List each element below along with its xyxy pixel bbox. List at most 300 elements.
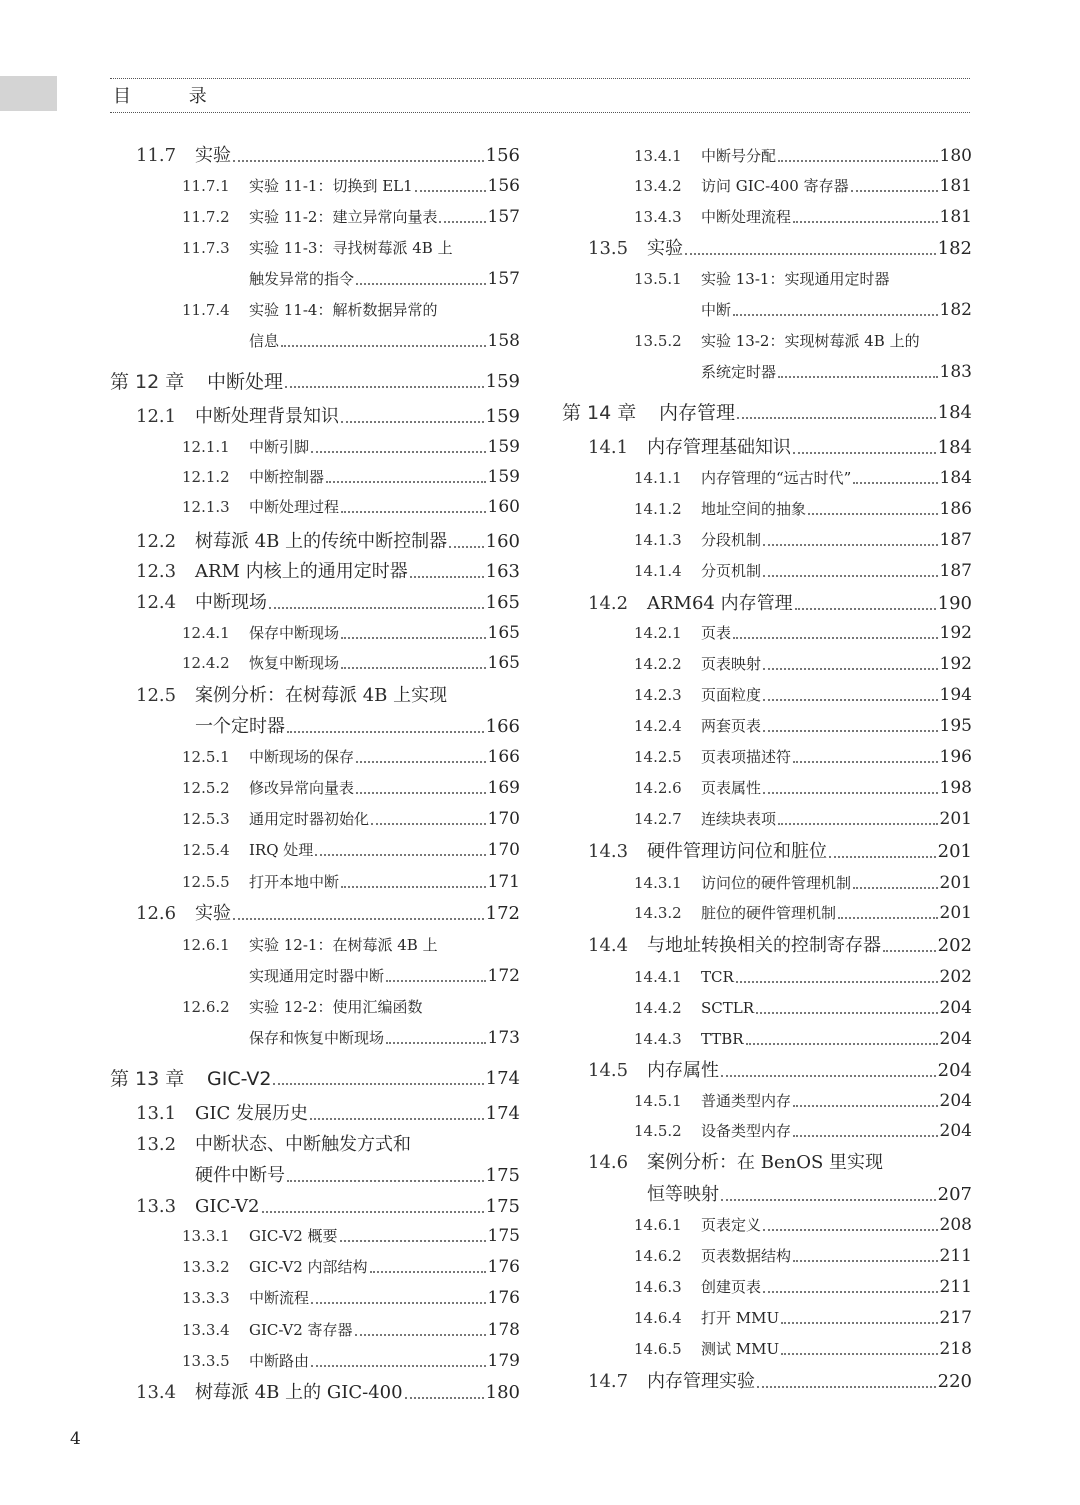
toc-leader-dots xyxy=(746,1027,938,1045)
toc-entry-page: 165 xyxy=(487,653,520,673)
toc-subsection-entry[interactable] xyxy=(560,205,972,229)
toc-section-entry[interactable] xyxy=(108,560,520,584)
toc-subsection-entry[interactable] xyxy=(560,466,972,490)
toc-entry-page: 159 xyxy=(487,467,520,487)
toc-subsection-entry[interactable] xyxy=(560,298,972,322)
toc-leader-dots xyxy=(763,683,938,701)
toc-subsection-entry[interactable] xyxy=(108,1349,520,1373)
toc-entry-number: 13.4.1 xyxy=(634,147,682,165)
toc-entry-number xyxy=(136,715,195,739)
toc-entry-title: GIC-V2 xyxy=(195,1196,260,1217)
toc-section-entry[interactable] xyxy=(560,237,972,261)
toc-entry-number: 12.1.1 xyxy=(182,438,230,456)
toc-entry-page: 194 xyxy=(939,685,972,705)
toc-entry-page: 165 xyxy=(485,592,520,613)
toc-entry-page: 201 xyxy=(937,841,972,862)
toc-entry-number xyxy=(182,1026,249,1050)
toc-entry-title: 实验 13-2：实现树莓派 4B 上的 xyxy=(701,332,920,350)
toc-subsection-entry[interactable] xyxy=(108,1318,520,1342)
toc-entry-number: 14.4 xyxy=(588,935,629,956)
toc-leader-dots xyxy=(793,1244,938,1262)
toc-subsection-entry[interactable] xyxy=(560,776,972,800)
toc-entry-page: 171 xyxy=(487,872,520,892)
toc-entry-page: 170 xyxy=(487,809,520,829)
toc-entry-title: 中断现场的保存 xyxy=(249,748,355,766)
toc-section-entry[interactable] xyxy=(108,684,520,708)
toc-entry-title: 内存管理 xyxy=(659,402,736,424)
toc-subsection-entry[interactable] xyxy=(560,714,972,738)
toc-entry-number: 12.5.4 xyxy=(182,841,230,859)
toc-subsection-entry[interactable] xyxy=(108,1286,520,1310)
toc-entry-title: 打开本地中断 xyxy=(249,873,340,891)
toc-entry-number: 14.4.3 xyxy=(634,1030,682,1048)
toc-entry-number: 13.3.2 xyxy=(182,1258,230,1276)
toc-subsection-entry[interactable] xyxy=(560,1089,972,1113)
toc-entry-number: 13.4.3 xyxy=(634,208,682,226)
toc-section-entry[interactable] xyxy=(108,405,520,429)
toc-entry-title: 硬件管理访问位和脏位 xyxy=(647,841,827,862)
toc-entry-page: 217 xyxy=(939,1308,972,1328)
toc-entry-page: 202 xyxy=(937,935,972,956)
toc-entry-page: 204 xyxy=(939,1029,972,1049)
toc-leader-dots xyxy=(781,1337,937,1355)
toc-entry-page: 174 xyxy=(485,1103,520,1124)
toc-section-entry[interactable] xyxy=(108,1102,520,1126)
toc-leader-dots xyxy=(853,871,938,889)
toc-section-entry[interactable] xyxy=(560,840,972,864)
toc-leader-dots xyxy=(793,1119,938,1137)
toc-leader-dots xyxy=(371,807,486,825)
toc-section-entry[interactable] xyxy=(560,436,972,460)
toc-entry-number: 12.4 xyxy=(136,592,177,613)
toc-subsection-entry[interactable] xyxy=(560,267,972,291)
toc-entry-page: 174 xyxy=(485,1068,520,1089)
toc-entry-number: 11.7.2 xyxy=(182,208,230,226)
toc-entry-title: 测试 MMU xyxy=(701,1340,780,1358)
toc-entry-page: 184 xyxy=(937,437,972,458)
toc-leader-dots xyxy=(733,298,938,316)
toc-section-entry[interactable] xyxy=(560,934,972,958)
toc-entry-title: GIC-V2 寄存器 xyxy=(249,1321,353,1339)
toc-entry-number xyxy=(136,1164,195,1188)
toc-subsection-entry[interactable] xyxy=(560,329,972,353)
toc-leader-dots xyxy=(439,205,485,223)
toc-entry-number: 14.6.1 xyxy=(634,1216,682,1234)
toc-subsection-entry[interactable] xyxy=(560,559,972,583)
toc-entry-number: 13.3.5 xyxy=(182,1352,230,1370)
toc-subsection-entry[interactable] xyxy=(108,495,520,519)
toc-subsection-entry[interactable] xyxy=(560,1306,972,1330)
toc-section-entry[interactable] xyxy=(108,591,520,615)
toc-subsection-entry[interactable] xyxy=(560,1337,972,1361)
toc-entry-number: 13.2 xyxy=(136,1134,177,1155)
toc-leader-dots xyxy=(757,1370,936,1388)
toc-entry-title: 两套页表 xyxy=(701,717,762,735)
toc-entry-number: 12.3 xyxy=(136,561,177,582)
toc-leader-dots xyxy=(285,370,484,388)
toc-entry-page: 180 xyxy=(939,146,972,166)
toc-leader-dots xyxy=(853,466,937,484)
toc-leader-dots xyxy=(795,592,936,610)
toc-subsection-entry[interactable] xyxy=(108,933,520,957)
toc-section-entry[interactable] xyxy=(108,144,520,168)
toc-section-entry[interactable] xyxy=(108,1381,520,1405)
toc-entry-number: 14.5.2 xyxy=(634,1122,682,1140)
toc-entry-title: 中断状态、中断触发方式和 xyxy=(195,1134,411,1155)
toc-entry-page: 181 xyxy=(939,176,972,196)
toc-entry-title: 系统定时器 xyxy=(701,363,777,381)
toc-subsection-entry[interactable] xyxy=(560,360,972,384)
toc-entry-title: GIC-V2 概要 xyxy=(249,1227,338,1245)
toc-subsection-entry[interactable] xyxy=(560,528,972,552)
toc-entry-page: 169 xyxy=(487,778,520,798)
toc-entry-page: 211 xyxy=(939,1246,972,1266)
toc-entry-number: 14.6.4 xyxy=(634,1309,682,1327)
toc-entry-title: 地址空间的抽象 xyxy=(701,500,807,518)
toc-leader-dots xyxy=(311,435,486,453)
toc-entry-page: 196 xyxy=(939,747,972,767)
toc-entry-title: 中断 xyxy=(701,301,732,319)
toc-subsection-entry[interactable] xyxy=(560,144,972,168)
toc-leader-dots xyxy=(793,1089,938,1107)
toc-leader-dots xyxy=(356,267,486,285)
toc-leader-dots xyxy=(736,965,938,983)
toc-entry-number: 14.1.3 xyxy=(634,531,682,549)
toc-entry-number: 12.4.2 xyxy=(182,654,230,672)
toc-entry-title: 保存和恢复中断现场 xyxy=(249,1029,385,1047)
toc-entry-number: 12.6.1 xyxy=(182,936,230,954)
toc-entry-number: 14.5 xyxy=(588,1060,629,1081)
toc-entry-number: 13.4.2 xyxy=(634,177,682,195)
toc-subsection-entry[interactable] xyxy=(108,621,520,645)
toc-subsection-entry[interactable] xyxy=(560,871,972,895)
toc-entry-number: 13.3 xyxy=(136,1196,177,1217)
toc-entry-title: 实验 11-1：切换到 EL1 xyxy=(249,177,413,195)
toc-section-entry[interactable] xyxy=(108,902,520,926)
toc-entry-title: 中断现场 xyxy=(195,592,267,613)
toc-entry-title: 分段机制 xyxy=(701,531,762,549)
toc-subsection-entry[interactable] xyxy=(560,1027,972,1051)
toc-entry-title: 页表属性 xyxy=(701,779,762,797)
page-edge-tab xyxy=(0,76,57,111)
toc-section-entry[interactable] xyxy=(108,715,520,739)
toc-entry-title: 实验 xyxy=(195,903,231,924)
toc-leader-dots xyxy=(326,465,486,483)
toc-entry-number: 14.2.1 xyxy=(634,624,682,642)
toc-entry-title: 中断引脚 xyxy=(249,438,310,456)
toc-subsection-entry[interactable] xyxy=(560,901,972,925)
toc-entry-page: 186 xyxy=(939,499,972,519)
toc-leader-dots xyxy=(781,1306,937,1324)
toc-entry-page: 187 xyxy=(939,561,972,581)
toc-entry-number: 13.5.2 xyxy=(634,332,682,350)
toc-entry-title: 实验 11-2：建立异常向量表 xyxy=(249,208,438,226)
toc-entry-number: 14.6.5 xyxy=(634,1340,682,1358)
toc-entry-page: 184 xyxy=(937,402,972,423)
toc-entry-title: 中断路由 xyxy=(249,1352,310,1370)
toc-subsection-entry[interactable] xyxy=(108,870,520,894)
toc-subsection-entry[interactable] xyxy=(108,807,520,831)
toc-subsection-entry[interactable] xyxy=(560,174,972,198)
toc-entry-title: 内存属性 xyxy=(647,1060,719,1081)
toc-entry-number: 14.1.4 xyxy=(634,562,682,580)
toc-entry-number: 13.1 xyxy=(136,1103,177,1124)
toc-entry-page: 176 xyxy=(487,1288,520,1308)
running-header-title: 目 录 xyxy=(113,86,233,107)
toc-leader-dots xyxy=(763,1275,938,1293)
toc-entry-page: 176 xyxy=(487,1257,520,1277)
toc-subsection-entry[interactable] xyxy=(108,1026,520,1050)
toc-entry-page: 159 xyxy=(487,437,520,457)
toc-subsection-entry[interactable] xyxy=(108,435,520,459)
toc-entry-number: 12.5 xyxy=(136,685,177,706)
toc-subsection-entry[interactable] xyxy=(108,236,520,260)
toc-leader-dots xyxy=(356,745,486,763)
toc-entry-page: 201 xyxy=(939,873,972,893)
toc-entry-number: 14.2.7 xyxy=(634,810,682,828)
toc-leader-dots xyxy=(311,1286,486,1304)
toc-entry-title: 页表 xyxy=(701,624,732,642)
toc-entry-number: 12.5.3 xyxy=(182,810,230,828)
toc-subsection-entry[interactable] xyxy=(560,1213,972,1237)
page-number: 4 xyxy=(70,1429,81,1449)
toc-leader-dots xyxy=(356,776,486,794)
toc-entry-title: 实验 12-1：在树莓派 4B 上 xyxy=(249,936,438,954)
toc-subsection-entry[interactable] xyxy=(108,174,520,198)
toc-leader-dots xyxy=(311,1349,486,1367)
toc-subsection-entry[interactable] xyxy=(560,1275,972,1299)
toc-entry-page: 204 xyxy=(939,998,972,1018)
toc-leader-dots xyxy=(341,495,486,513)
toc-entry-number: 14.2.2 xyxy=(634,655,682,673)
toc-entry-title: 页表定义 xyxy=(701,1216,762,1234)
toc-leader-dots xyxy=(721,1183,936,1201)
toc-entry-number: 14.6 xyxy=(588,1152,629,1173)
toc-section-entry[interactable] xyxy=(560,1059,972,1083)
toc-section-entry[interactable] xyxy=(108,530,520,554)
toc-entry-number: 12.6 xyxy=(136,903,177,924)
toc-section-entry[interactable] xyxy=(560,592,972,616)
toc-entry-title: 打开 MMU xyxy=(701,1309,780,1327)
toc-leader-dots xyxy=(415,174,486,192)
toc-leader-dots xyxy=(341,405,484,423)
toc-entry-number: 12.1 xyxy=(136,406,177,427)
toc-leader-dots xyxy=(883,934,936,952)
toc-leader-dots xyxy=(287,1164,484,1182)
toc-entry-number: 第 14 章 xyxy=(562,402,637,424)
toc-entry-title: 页表项描述符 xyxy=(701,748,792,766)
toc-subsection-entry[interactable] xyxy=(108,745,520,769)
toc-entry-page: 184 xyxy=(939,468,972,488)
toc-subsection-entry[interactable] xyxy=(560,1119,972,1143)
toc-entry-number xyxy=(634,298,701,322)
toc-subsection-entry[interactable] xyxy=(108,205,520,229)
toc-entry-page: 160 xyxy=(485,531,520,552)
toc-entry-number: 14.1.1 xyxy=(634,469,682,487)
toc-entry-page: 182 xyxy=(937,238,972,259)
toc-section-entry[interactable] xyxy=(560,1183,972,1207)
toc-subsection-entry[interactable] xyxy=(560,965,972,989)
toc-entry-title: 树莓派 4B 上的传统中断控制器 xyxy=(195,531,448,552)
toc-entry-page: 157 xyxy=(487,269,520,289)
toc-entry-title: 恢复中断现场 xyxy=(249,654,340,672)
toc-entry-page: 182 xyxy=(939,300,972,320)
toc-leader-dots xyxy=(341,651,486,669)
toc-section-entry[interactable] xyxy=(560,1151,972,1175)
toc-subsection-entry[interactable] xyxy=(560,745,972,769)
toc-entry-number: 14.3.2 xyxy=(634,904,682,922)
toc-entry-number: 12.1.2 xyxy=(182,468,230,486)
toc-entry-page: 175 xyxy=(487,1226,520,1246)
toc-entry-page: 192 xyxy=(939,654,972,674)
toc-leader-dots xyxy=(763,1213,938,1231)
toc-leader-dots xyxy=(685,237,936,255)
toc-entry-number: 14.1 xyxy=(588,437,629,458)
toc-entry-page: 175 xyxy=(485,1196,520,1217)
toc-chapter-entry[interactable] xyxy=(108,370,520,394)
toc-entry-page: 156 xyxy=(485,145,520,166)
toc-entry-title: TCR xyxy=(701,968,734,986)
toc-entry-title: 中断处理背景知识 xyxy=(195,406,339,427)
toc-leader-dots xyxy=(449,530,484,548)
toc-subsection-entry[interactable] xyxy=(108,329,520,353)
toc-entry-page: 207 xyxy=(937,1184,972,1205)
toc-entry-page: 175 xyxy=(485,1165,520,1186)
toc-entry-title: TTBR xyxy=(701,1030,744,1048)
toc-subsection-entry[interactable] xyxy=(560,1244,972,1268)
toc-entry-title: 修改异常向量表 xyxy=(249,779,355,797)
toc-entry-title: 实验 xyxy=(647,238,683,259)
toc-leader-dots xyxy=(737,401,936,419)
toc-entry-number: 14.6.2 xyxy=(634,1247,682,1265)
toc-entry-title: 树莓派 4B 上的 GIC-400 xyxy=(195,1382,403,1403)
toc-leader-dots xyxy=(763,559,938,577)
toc-section-entry[interactable] xyxy=(108,1195,520,1219)
toc-leader-dots xyxy=(763,776,938,794)
toc-section-entry[interactable] xyxy=(108,1133,520,1157)
toc-subsection-entry[interactable] xyxy=(108,298,520,322)
toc-leader-dots xyxy=(410,560,484,578)
toc-entry-title: IRQ 处理 xyxy=(249,841,314,859)
toc-entry-title: 中断号分配 xyxy=(701,147,777,165)
toc-chapter-entry[interactable] xyxy=(560,401,972,425)
toc-entry-title: 内存管理实验 xyxy=(647,1371,755,1392)
toc-leader-dots xyxy=(793,436,936,454)
toc-entry-page: 201 xyxy=(939,809,972,829)
toc-entry-page: 202 xyxy=(939,967,972,987)
toc-leader-dots xyxy=(287,715,484,733)
toc-leader-dots xyxy=(756,996,938,1014)
toc-leader-dots xyxy=(851,174,938,192)
toc-entry-number: 14.4.2 xyxy=(634,999,682,1017)
toc-section-entry[interactable] xyxy=(108,1164,520,1188)
toc-entry-page: 190 xyxy=(937,593,972,614)
toc-entry-number: 14.5.1 xyxy=(634,1092,682,1110)
toc-entry-number: 14.2.4 xyxy=(634,717,682,735)
toc-subsection-entry[interactable] xyxy=(108,1255,520,1279)
toc-entry-page: 195 xyxy=(939,716,972,736)
toc-entry-page: 183 xyxy=(939,362,972,382)
toc-chapter-entry[interactable] xyxy=(108,1067,520,1091)
toc-entry-title: 一个定时器 xyxy=(195,716,285,737)
toc-subsection-entry[interactable] xyxy=(560,621,972,645)
toc-subsection-entry[interactable] xyxy=(108,465,520,489)
toc-leader-dots xyxy=(310,1102,484,1120)
toc-leader-dots xyxy=(808,497,938,515)
toc-leader-dots xyxy=(838,901,938,919)
toc-entry-title: 中断处理过程 xyxy=(249,498,340,516)
toc-leader-dots xyxy=(281,329,486,347)
toc-entry-number: 12.5.2 xyxy=(182,779,230,797)
toc-entry-title: 中断处理流程 xyxy=(701,208,792,226)
toc-entry-page: 181 xyxy=(939,207,972,227)
toc-entry-page: 208 xyxy=(939,1215,972,1235)
toc-leader-dots xyxy=(341,621,486,639)
toc-entry-title: 设备类型内存 xyxy=(701,1122,792,1140)
toc-entry-page: 159 xyxy=(485,406,520,427)
toc-leader-dots xyxy=(262,1195,484,1213)
toc-subsection-entry[interactable] xyxy=(560,497,972,521)
toc-subsection-entry[interactable] xyxy=(108,838,520,862)
toc-subsection-entry[interactable] xyxy=(560,652,972,676)
toc-entry-title: 保存中断现场 xyxy=(249,624,340,642)
toc-entry-page: 192 xyxy=(939,623,972,643)
toc-entry-page: 156 xyxy=(487,176,520,196)
toc-subsection-entry[interactable] xyxy=(560,996,972,1020)
toc-leader-dots xyxy=(340,1224,486,1242)
toc-entry-title: 实验 xyxy=(195,145,231,166)
toc-entry-number: 14.2.3 xyxy=(634,686,682,704)
toc-entry-title: 硬件中断号 xyxy=(195,1165,285,1186)
toc-entry-number xyxy=(182,964,249,988)
toc-entry-title: GIC-V2 xyxy=(207,1068,272,1090)
toc-entry-number xyxy=(588,1183,647,1207)
toc-entry-page: 159 xyxy=(485,371,520,392)
toc-entry-page: 172 xyxy=(487,966,520,986)
toc-entry-number: 12.5.1 xyxy=(182,748,230,766)
toc-leader-dots xyxy=(793,745,938,763)
toc-subsection-entry[interactable] xyxy=(108,651,520,675)
toc-entry-number: 12.6.2 xyxy=(182,998,230,1016)
toc-subsection-entry[interactable] xyxy=(108,1224,520,1248)
toc-subsection-entry[interactable] xyxy=(560,807,972,831)
toc-entry-title: 信息 xyxy=(249,332,280,350)
toc-entry-page: 220 xyxy=(937,1371,972,1392)
toc-entry-title: 内存管理的“远古时代” xyxy=(701,469,852,487)
toc-entry-title: 脏位的硬件管理机制 xyxy=(701,904,837,922)
toc-leader-dots xyxy=(341,870,486,888)
toc-entry-page: 204 xyxy=(937,1060,972,1081)
toc-subsection-entry[interactable] xyxy=(108,776,520,800)
toc-entry-title: 中断流程 xyxy=(249,1289,310,1307)
toc-entry-page: 204 xyxy=(939,1121,972,1141)
toc-section-entry[interactable] xyxy=(560,1370,972,1394)
toc-entry-title: ARM 内核上的通用定时器 xyxy=(195,561,408,582)
toc-subsection-entry[interactable] xyxy=(560,683,972,707)
toc-entry-number: 14.4.1 xyxy=(634,968,682,986)
toc-subsection-entry[interactable] xyxy=(108,964,520,988)
toc-entry-page: 180 xyxy=(485,1382,520,1403)
toc-entry-title: GIC-V2 内部结构 xyxy=(249,1258,368,1276)
toc-entry-number: 14.7 xyxy=(588,1371,629,1392)
toc-subsection-entry[interactable] xyxy=(108,995,520,1019)
toc-entry-number: 13.4 xyxy=(136,1382,177,1403)
toc-subsection-entry[interactable] xyxy=(108,267,520,291)
toc-entry-title: 实验 11-3：寻找树莓派 4B 上 xyxy=(249,239,453,257)
toc-entry-title: ARM64 内存管理 xyxy=(647,593,793,614)
toc-entry-number: 12.1.3 xyxy=(182,498,230,516)
toc-leader-dots xyxy=(233,902,484,920)
